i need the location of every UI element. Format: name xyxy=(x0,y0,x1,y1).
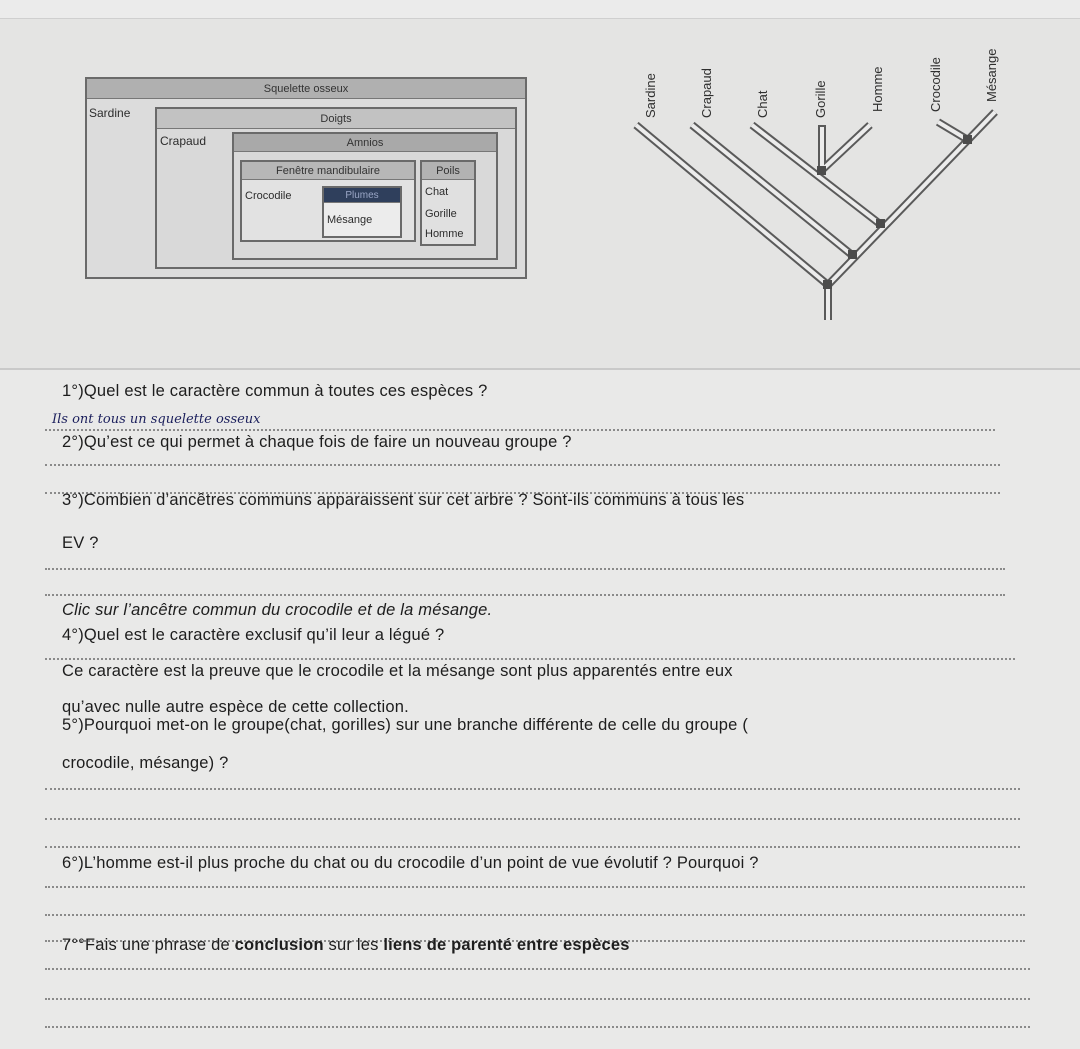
answer-line[interactable] xyxy=(45,998,1030,1000)
answer-line[interactable] xyxy=(45,914,1025,916)
ancestor-node-primates[interactable] xyxy=(817,166,826,175)
label-plumes: Plumes xyxy=(324,188,400,203)
answer-line[interactable] xyxy=(45,886,1025,888)
tree-label-chat: Chat xyxy=(755,90,770,118)
statement-line2: qu’avec nulle autre espèce de cette collection. xyxy=(62,698,409,716)
answer-line[interactable] xyxy=(45,568,1005,570)
tree-branches-inner xyxy=(636,112,995,320)
statement-line1: Ce caractère est la preuve que le crocodile et la mésange sont plus apparentés entre eux xyxy=(62,662,733,680)
q3-text-line2: EV ? xyxy=(62,534,99,552)
answer-line[interactable] xyxy=(45,788,1020,790)
answer-line[interactable] xyxy=(45,429,995,431)
label-gorille: Gorille xyxy=(425,208,457,220)
q6-text: )L’homme est-il plus proche du chat ou du crocodile d’un point de vue évolutif ? Pourquoi ? xyxy=(78,854,759,872)
q7-bold-conclusion: conclusion xyxy=(234,936,324,954)
label-poils: Poils xyxy=(422,162,474,180)
label-amnios: Amnios xyxy=(234,134,496,152)
q4-number: 4° xyxy=(62,626,79,644)
ancestor-node-poils[interactable] xyxy=(876,219,885,228)
q5-text-line1: )Pourquoi met-on le groupe(chat, gorilles) sur une branche différente de celle du groupe ( xyxy=(78,716,749,734)
q7-bold-liens: liens de parenté entre espèces xyxy=(383,936,630,954)
q1-text: )Quel est le caractère commun à toutes ces espèces ? xyxy=(78,382,488,400)
answer-line[interactable] xyxy=(45,464,1000,466)
answer-line[interactable] xyxy=(45,594,1005,596)
answer-line[interactable] xyxy=(45,846,1020,848)
label-crocodile: Crocodile xyxy=(245,190,292,202)
answer-line[interactable] xyxy=(45,658,1015,660)
tree-label-crocodile: Crocodile xyxy=(928,57,943,112)
answer-line[interactable] xyxy=(45,968,1030,970)
answer-line[interactable] xyxy=(45,818,1020,820)
answer-1-handwritten: Ils ont tous un squelette osseux xyxy=(52,412,261,427)
q7-text: Fais une phrase de xyxy=(84,936,235,954)
q2-text: )Qu’est ce qui permet à chaque fois de faire un nouveau groupe ? xyxy=(78,433,572,451)
q3-text-line1: )Combien d’ancêtres communs apparaissent sur cet arbre ? Sont-ils communs à tous les xyxy=(78,491,745,509)
ancestor-node-root[interactable] xyxy=(823,280,832,289)
tree-label-crapaud: Crapaud xyxy=(699,68,714,118)
q3-number: 3° xyxy=(62,491,79,509)
ancestor-node-crocodile-mesange[interactable] xyxy=(963,135,972,144)
label-squelette: Squelette osseux xyxy=(87,79,525,99)
label-chat: Chat xyxy=(425,186,449,198)
phylogenetic-tree xyxy=(600,35,1040,335)
label-fenetre: Fenêtre mandibulaire xyxy=(242,162,414,180)
q7-number: 7°° xyxy=(62,936,85,954)
tree-branches-outer xyxy=(636,112,995,320)
q1-number: 1° xyxy=(62,382,79,400)
q6-number: 6° xyxy=(62,854,79,872)
tree-label-gorille: Gorille xyxy=(813,80,828,118)
tree-label-mesange: Mésange xyxy=(984,48,999,102)
label-crapaud: Crapaud xyxy=(160,134,207,148)
q7-text-mid: sur les xyxy=(323,936,384,954)
q2-number: 2° xyxy=(62,433,79,451)
answer-line[interactable] xyxy=(45,1026,1030,1028)
box-plumes xyxy=(322,186,402,238)
ancestor-node-amnios[interactable] xyxy=(848,250,857,259)
tree-label-homme: Homme xyxy=(870,66,885,112)
q5-number: 5° xyxy=(62,716,79,734)
label-mesange: Mésange xyxy=(327,214,373,226)
q4-text: )Quel est le caractère exclusif qu’il leur a légué ? xyxy=(78,626,445,644)
instruction-click-ancestor: Clic sur l’ancêtre commun du crocodile et de la mésange. xyxy=(62,601,493,619)
label-homme: Homme xyxy=(425,228,464,240)
tree-branches xyxy=(636,112,995,320)
label-sardine: Sardine xyxy=(89,106,131,120)
label-doigts: Doigts xyxy=(157,109,515,129)
tree-species-labels xyxy=(643,49,999,118)
q5-text-line2: crocodile, mésange) ? xyxy=(62,754,229,772)
tree-label-sardine: Sardine xyxy=(643,73,658,118)
